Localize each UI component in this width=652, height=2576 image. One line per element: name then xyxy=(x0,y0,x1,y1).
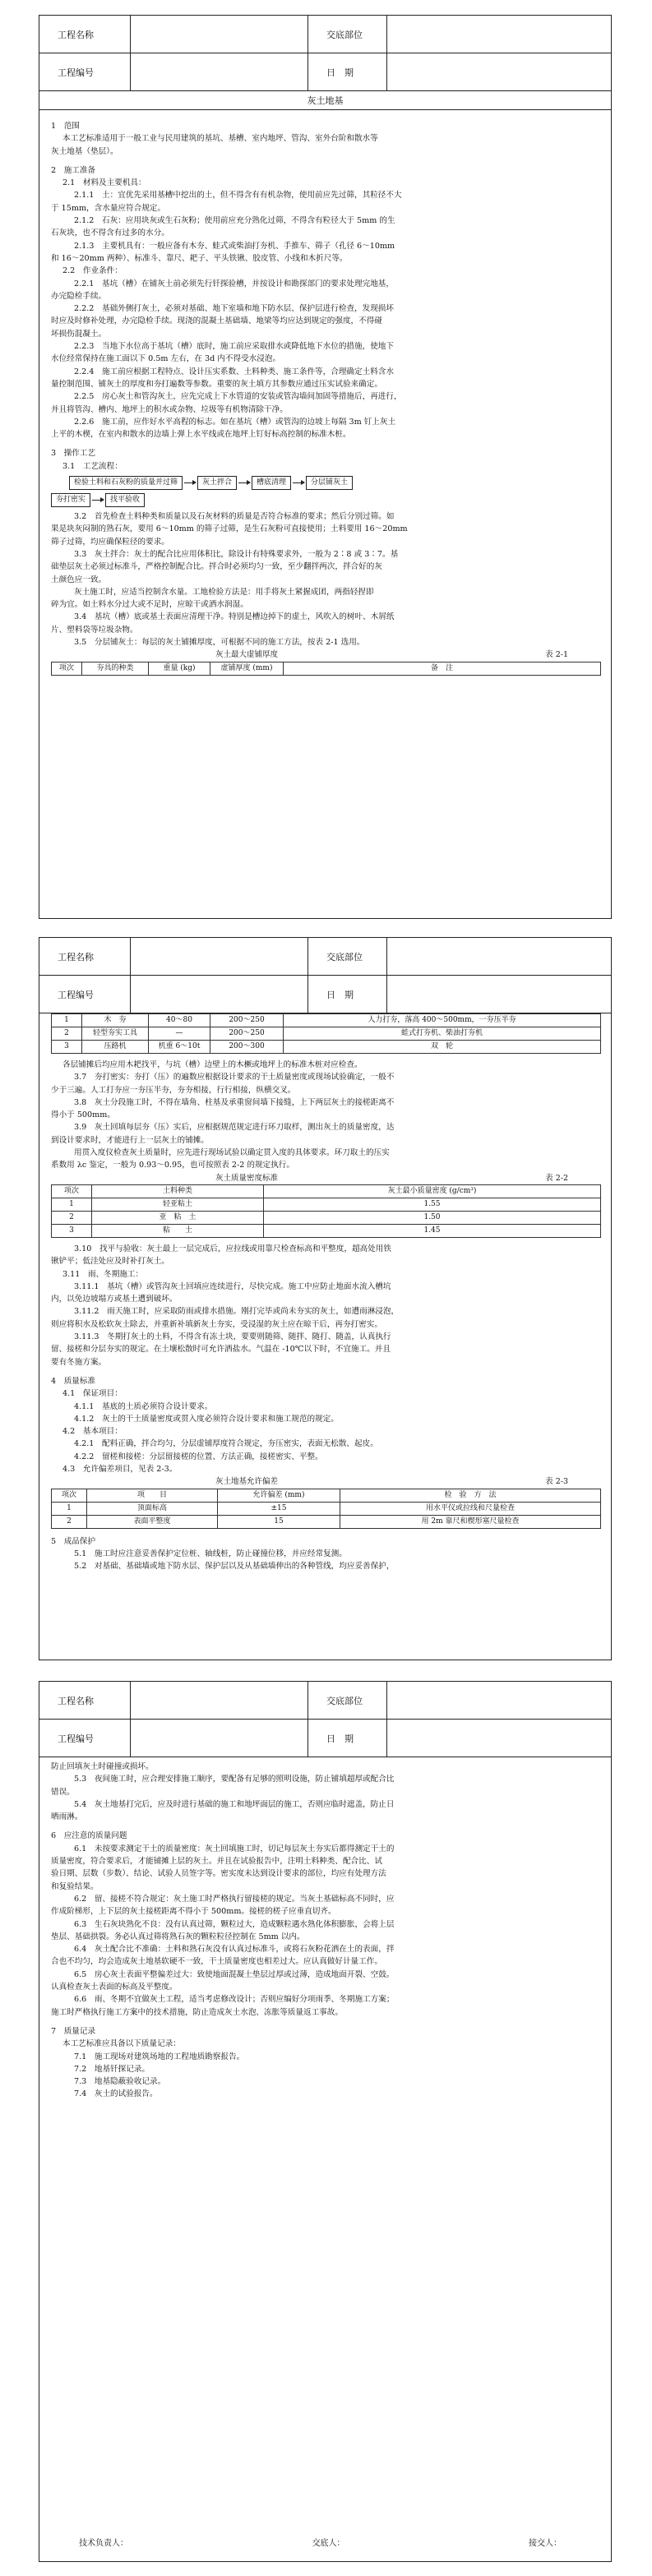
text-line: 2 施工准备 xyxy=(51,165,96,175)
text-line: 筛子过筛，均应确保粒径的要求。 xyxy=(51,537,169,547)
table-cell: 1.45 xyxy=(264,1224,601,1237)
flow-step: 分层铺灰土 xyxy=(306,476,353,490)
table-2-2 xyxy=(51,1184,601,1238)
flow-arrow-icon xyxy=(238,482,250,483)
text-line: 4 质量标准 xyxy=(51,1376,96,1386)
table-header-cell: 检 验 方 法 xyxy=(340,1489,601,1502)
table-header-cell: 项次 xyxy=(52,1489,87,1502)
text-line: 碎为宜。如土料水分过大或不足时，应晾干或洒水润湿。 xyxy=(51,600,248,610)
text-line: 6.1 未按要求测定干土的质量密度：灰土回填施工时，切记每层灰土夯实后都得测定干土的 xyxy=(74,1844,395,1854)
text-line: 到设计要求时，才能进行上一层灰土的铺摊。 xyxy=(51,1135,209,1145)
signature-row xyxy=(39,2536,611,2548)
text-line: 防止回填灰土时碰撞或损坏。 xyxy=(51,1762,154,1771)
table-cell: 压路机 xyxy=(82,1041,149,1054)
text-line: 5.4 灰土地基打完后，应及时进行基础的施工和地坪面层的施工，否则应临时遮盖，防止日 xyxy=(74,1799,395,1809)
table-cell: 200～250 xyxy=(210,1014,284,1027)
table-title: 灰土最大虚铺厚度 xyxy=(215,650,279,660)
text-line: 和 16～20mm 两种）、标准斗、靠尺、耙子、平头铁锹、胶皮管、小线和木折尺等。 xyxy=(51,253,348,263)
project-name-label: 工程名称 xyxy=(39,1682,131,1720)
text-line: 认真检查灰土表面的标高及平整度。 xyxy=(51,1983,178,1992)
body-text xyxy=(39,1757,611,2107)
table-caption xyxy=(51,1475,601,1488)
text-line: 石灰块，也不得含有过多的水分。 xyxy=(51,229,169,238)
text-line: 3.8 灰土分段施工时，不得在墙角、柱基及承重窗间墙下接缝，上下两层灰土的接槎距离不 xyxy=(74,1097,395,1107)
date-label: 日 期 xyxy=(308,976,387,1013)
text-line: 5.2 对基础、基础墙或地下防水层、保护层以及从基础墙伸出的各种管线，均应妥善保护， xyxy=(74,1562,395,1572)
table-cell: 用水平仪或拉线和尺量检查 xyxy=(340,1502,601,1515)
page-1 xyxy=(39,15,612,919)
text-line: 垫层、基础拱裂。务必认真过筛将熟石灰的颗粒粒径控制在 5mm 以内。 xyxy=(51,1932,305,1941)
text-line: 6.5 房心灰土表面平整偏差过大：致使地面混凝土垫层过厚或过薄，造成地面开裂、空鼓。 xyxy=(74,1969,395,1979)
process-flow-row-1 xyxy=(69,476,601,490)
header-grid xyxy=(39,1682,611,1757)
text-line: 4.1 保证项目： xyxy=(62,1389,123,1399)
text-line: 7 质量记录 xyxy=(51,2026,96,2036)
text-line: 3.5 分层铺灰土：每层的灰土铺摊厚度，可根据不同的施工方法，按表 2-1 选用。 xyxy=(74,637,365,647)
table-cell: 200～300 xyxy=(210,1041,284,1054)
project-no-value xyxy=(131,1720,308,1757)
table-caption xyxy=(51,1172,601,1184)
text-line: 1 范围 xyxy=(51,122,80,131)
text-line: 于 15mm，含水量应符合规定。 xyxy=(51,203,165,213)
project-name-label: 工程名称 xyxy=(39,938,131,976)
project-name-value xyxy=(131,16,308,53)
text-line: 3.4 基坑（槽）底或基土表面应清理干净。特别是槽边掉下的虚土，风吹入的树叶、木屑纸 xyxy=(74,612,395,622)
table-cell: 木 夯 xyxy=(82,1014,149,1027)
text-line: 3.3 灰土拌合：灰土的配合比应用体积比，除设计有特殊要求外，一般为 2∶8 或 3∶7。基 xyxy=(74,549,399,559)
text-line: 2.2.3 当地下水位高于基坑（槽）底时，施工前应采取排水或降低地下水位的措施，使地下 xyxy=(74,342,394,352)
text-line: 作成阶梯形，上下层的灰土接槎距离不得小于 500mm。接槎的槎子应垂直切齐。 xyxy=(51,1907,336,1917)
text-line: 3.9 灰土回填每层夯（压）实后，应根据规范规定进行环刀取样，测出灰土的质量密度，达 xyxy=(74,1123,395,1133)
table-caption xyxy=(51,649,601,661)
text-line: 锹铲平；低洼处应及时补打灰土。 xyxy=(51,1257,169,1267)
text-line: 2.2.4 施工前应根据工程特点、设计压实系数、土料种类、施工条件等，合理确定土料含水 xyxy=(74,367,394,376)
text-line: 3.7 夯打密实：夯打（压）的遍数应根据设计要求的干土质量密度或现场试验确定，一般不 xyxy=(74,1073,395,1083)
text-line: 灰土地基（垫层）。 xyxy=(51,146,118,156)
text-line: 2.1.3 主要机具有：一般应备有木夯、蛙式或柴油打夯机、手推车、筛子（孔径 6～10mm xyxy=(74,241,395,251)
table-header-cell: 夯具的种类 xyxy=(82,662,149,675)
text-line: 5 成品保护 xyxy=(51,1536,96,1546)
page-2 xyxy=(39,937,612,1660)
flow-step: 灰土拌合 xyxy=(197,476,237,490)
text-line: 2.2.2 基础外侧打灰土，必须对基础、地下室墙和地下防水层、保护层进行检查，发现损坏 xyxy=(74,304,394,314)
text-line: 验日期、层数（步数）、结论、试验人员签字等。密实度未达到设计要求的部位，均应有处理方法 xyxy=(51,1869,386,1879)
text-line: 和复验结果。 xyxy=(51,1881,99,1891)
table-title: 灰土地基允许偏差 xyxy=(215,1477,279,1487)
text-line: 内，以免边坡塌方或基土遭到破坏。 xyxy=(51,1295,178,1304)
text-line: 6.2 留、接槎不符合规定：灰土施工时严格执行留接槎的规定。当灰土基础标高不同时，应 xyxy=(74,1894,395,1904)
text-line: 6.4 灰土配合比不准确：土料和熟石灰没有认真过标准斗，或将石灰粉花洒在土的表面，拌 xyxy=(74,1945,395,1955)
text-line: 上平的木楔，在室内和散水的边墙上弹上水平线或在地坪上钉好标高控制的标准木桩。 xyxy=(51,430,351,440)
table-cell: — xyxy=(149,1027,210,1041)
text-line: 4.3 允许偏差项目，见表 2-3。 xyxy=(62,1465,178,1475)
table-header-cell: 虚铺厚度 (mm) xyxy=(210,662,284,675)
text-line: 4.2 基本项目： xyxy=(62,1427,123,1437)
text-line: 系数用 λc 鉴定，一般为 0.93～0.95，也可按照表 2-2 的规定执行。 xyxy=(51,1161,294,1170)
table-cell: 2 xyxy=(52,1027,82,1041)
section-lines xyxy=(51,510,601,649)
table-number: 表 2-2 xyxy=(545,1173,568,1183)
section-lines xyxy=(51,1243,601,1475)
table-cell: 1 xyxy=(52,1198,92,1211)
text-line: 2.2.5 房心灰土和管沟灰土，应先完成上下水管道的安装或管沟墙间加固等措施后，再进行， xyxy=(74,392,402,402)
text-line: 6 应注意的质量问题 xyxy=(51,1831,127,1841)
text-line: 3 操作工艺 xyxy=(51,449,96,459)
text-line: 晒雨淋。 xyxy=(51,1812,83,1822)
body-text xyxy=(39,1013,611,1580)
table-2-1-body xyxy=(51,1013,601,1054)
tech-lead-label: 技术负责人： xyxy=(79,2539,128,2548)
flow-arrow-icon xyxy=(92,500,104,501)
text-line: 2.1.2 石灰：应用块灰或生石灰粉；使用前应充分熟化过筛，不得含有粒径大于 5mm 的生 xyxy=(74,216,395,226)
text-line: 5.3 夜间施工时，应合理安排施工顺序，要配备有足够的照明设施，防止铺填超厚或配合比 xyxy=(74,1775,395,1784)
project-no-label: 工程编号 xyxy=(39,976,131,1013)
text-line: 本工艺标准适用于一般工业与民用建筑的基坑、基槽、室内地坪、管沟、室外台阶和散水等 xyxy=(62,134,378,144)
table-row xyxy=(52,1515,601,1528)
table-header-row xyxy=(52,1184,601,1198)
text-line: 合也不均匀，均会造成灰土地基软硬不一致，干土质量密度也相差过大。应认真做好计量工作。 xyxy=(51,1957,382,1967)
date-label: 日 期 xyxy=(308,1720,387,1757)
table-cell: 1 xyxy=(52,1502,87,1515)
text-line: 6.6 雨、冬期不宜做灰土工程，适当考虑修改设计；否则应编好分项雨季、冬期施工方案； xyxy=(74,1995,395,2005)
table-cell: 3 xyxy=(52,1041,82,1054)
text-line: 灰土施工时，应适当控制含水量。工地检验方法是：用手将灰土紧握成团，两指轻捏即 xyxy=(74,587,374,597)
disclosure-part-label: 交底部位 xyxy=(308,938,387,976)
disclosure-part-label: 交底部位 xyxy=(308,16,387,53)
text-line: 错误。 xyxy=(51,1787,75,1797)
text-line: 2.2.1 基坑（槽）在铺灰土前必须先行钎探验槽，并按设计和勘探部门的要求处理完地基， xyxy=(74,279,394,289)
date-label: 日 期 xyxy=(308,53,387,91)
disclosure-part-value xyxy=(387,1682,611,1720)
text-line: 片、塑料袋等垃圾杂物。 xyxy=(51,625,138,635)
table-cell: 200～250 xyxy=(210,1027,284,1041)
text-line: 4.2.1 配料正确，拌合均匀，分层虚铺厚度符合规定，夯压密实，表面无松散、起皮。 xyxy=(74,1439,378,1449)
text-line: 本工艺标准应具备以下质量记录： xyxy=(62,2039,181,2049)
text-line: 2.1 材料及主要机具： xyxy=(62,178,146,188)
text-line: 7.1 施工现场对建筑场地的工程地质勘察报告。 xyxy=(74,2052,245,2061)
text-line: 3.10 找平与验收：灰土最上一层完成后，应拉线或用靠尺检查标高和平整度，超高处用铁 xyxy=(74,1244,391,1253)
header-grid xyxy=(39,16,611,91)
text-line: 2.2 作业条件： xyxy=(62,266,123,276)
table-cell: 双 轮 xyxy=(284,1041,601,1054)
text-line: 7.3 地基隐蔽验收记录。 xyxy=(74,2077,166,2087)
text-line: 留、接槎和分层夯实的规定。在土壤松散时可允许洒盐水。气温在 -10℃以下时，不宜施工。并且 xyxy=(51,1345,391,1355)
table-header-cell: 灰土最小质量密度 (g/cm³) xyxy=(264,1184,601,1198)
disclosure-part-value xyxy=(387,938,611,976)
table-cell: 用 2m 靠尺和楔形塞尺量检查 xyxy=(340,1515,601,1528)
table-cell: 40～80 xyxy=(149,1014,210,1027)
text-line: 7.2 地基钎探记录。 xyxy=(74,2064,150,2074)
project-no-value xyxy=(131,53,308,91)
text-line: 得小于 500mm。 xyxy=(51,1110,115,1120)
text-line: 础垫层灰土必须过标准斗，严格控制配合比。拌合时必须均匀一致，至少翻拌两次，拌合好的灰 xyxy=(51,562,382,572)
project-name-label: 工程名称 xyxy=(39,16,131,53)
table-cell: 亚 粘 土 xyxy=(92,1211,264,1224)
table-cell: 轻亚粘土 xyxy=(92,1198,264,1211)
flow-step: 检验土料和石灰粉的质量并过筛 xyxy=(69,476,183,490)
text-line: 3.2 首先检查土料种类和质量以及石灰材料的质量是否符合标准的要求；然后分别过筛。如 xyxy=(74,512,395,522)
section-lines xyxy=(51,1059,601,1172)
table-cell: 15 xyxy=(218,1515,340,1528)
table-header-cell: 项次 xyxy=(52,662,82,675)
project-name-value xyxy=(131,938,308,976)
text-line: 3.11.3 冬期打灰土的土料，不得含有冻土块，要要则随筛、随拌、随打、随盖，认真执行 xyxy=(74,1332,391,1342)
process-flow-row-2 xyxy=(51,493,601,507)
text-line: 3.11.2 雨天施工时，应采取防雨或排水措施。刚打完毕或尚未夯实的灰土，如遭雨淋浸泡， xyxy=(74,1307,400,1317)
project-name-value xyxy=(131,1682,308,1720)
text-line: 3.1 工艺流程： xyxy=(62,461,123,471)
body-text xyxy=(39,110,611,682)
flow-step: 找平验收 xyxy=(105,493,145,507)
doc-title: 灰土地基 xyxy=(39,91,611,110)
table-cell: 机重 6～10t xyxy=(149,1041,210,1054)
text-line: 质量密度，符合要求后，才能铺摊上层的灰土。并且在试验报告中，注明土料种类、配合比、试 xyxy=(51,1857,382,1867)
text-line: 3.11 雨、冬期施工： xyxy=(62,1269,144,1279)
text-line: 并且将管沟、槽内、地坪上的积水或杂物、垃圾等有机物清除干净。 xyxy=(51,404,288,414)
text-line: 2.1.1 土：宜优先采用基槽中挖出的土，但不得含有有机杂物，使用前应先过筛，其粒径不大 xyxy=(74,191,402,201)
date-value xyxy=(387,53,611,91)
section-lines xyxy=(51,120,601,473)
text-line: 施工时严格执行施工方案中的技术措施，防止造成灰土水泡、冻胀等质量返工事故。 xyxy=(51,2007,343,2017)
text-line: 则应将积水及松软灰土除去，并重新补填新灰土夯实，受浸湿的灰土应在晾干后，再夯打密实。 xyxy=(51,1319,382,1329)
table-cell: 粘 土 xyxy=(92,1224,264,1237)
text-line: 各层铺摊后均应用木耙找平，与坑（槽）边壁上的木橛或地坪上的标准木桩对应检查。 xyxy=(62,1060,363,1069)
flow-arrow-icon xyxy=(184,482,196,483)
table-title: 灰土质量密度标准 xyxy=(215,1173,279,1183)
text-line: 6.3 生石灰块熟化不良：没有认真过筛，颗粒过大，造成颗粒遇水熟化体积膨胀，会将上层 xyxy=(74,1919,395,1929)
table-header-cell: 备 注 xyxy=(284,662,601,675)
header-grid xyxy=(39,938,611,1013)
table-row xyxy=(52,1014,601,1027)
date-value xyxy=(387,976,611,1013)
section-lines xyxy=(51,1761,601,2101)
table-row xyxy=(52,1224,601,1237)
flow-step: 槽底清理 xyxy=(252,476,291,490)
table-row xyxy=(52,1041,601,1054)
table-header-cell: 项次 xyxy=(52,1184,92,1198)
table-row xyxy=(52,1027,601,1041)
text-line: 要有冬施方案。 xyxy=(51,1357,107,1367)
page-3 xyxy=(39,1681,612,2562)
project-no-label: 工程编号 xyxy=(39,1720,131,1757)
table-cell: 顶面标高 xyxy=(87,1502,218,1515)
table-cell: 1.50 xyxy=(264,1211,601,1224)
text-line: 坏损伤混凝土。 xyxy=(51,329,107,339)
table-cell: 2 xyxy=(52,1211,92,1224)
text-line: 办完隐检手续。 xyxy=(51,291,107,301)
text-line: 少于三遍。人工打夯应一夯压半夯，夯夯相接，行行相接，纵横交叉。 xyxy=(51,1085,296,1095)
text-line: 水位经常保持在施工面以下 0.5m 左右，在 3d 内不得受水浸泡。 xyxy=(51,354,281,364)
section-lines xyxy=(51,1535,601,1573)
project-no-value xyxy=(131,976,308,1013)
text-line: 用贯入度仪检查灰土质量时，应先进行现场试验以确定贯入度的具体要求。环刀取土的压实 xyxy=(74,1148,390,1158)
text-line: 量控制范围、铺灰土的厚度和夯打遍数等参数。重要的灰土填方其参数应通过压实试验来确定。 xyxy=(51,379,382,389)
text-line: 3.11.1 基坑（槽）或管沟灰土回填应连续进行，尽快完成。施工中应防止地面水流入槽坑 xyxy=(74,1281,391,1291)
table-number: 表 2-3 xyxy=(545,1477,568,1487)
table-row xyxy=(52,1211,601,1224)
flow-arrow-icon xyxy=(293,482,304,483)
text-line: 2.2.6 施工前，应作好水平高程的标志。如在基坑（槽）或管沟的边坡上每隔 3m 钉上灰土 xyxy=(74,417,396,427)
table-header-row xyxy=(52,1489,601,1502)
table-row xyxy=(52,1198,601,1211)
table-cell: ±15 xyxy=(218,1502,340,1515)
table-cell: 蛙式打夯机、柴油打夯机 xyxy=(284,1027,601,1041)
text-line: 4.1.1 基底的土质必须符合设计要求。 xyxy=(74,1401,213,1411)
table-cell: 人力打夯，落高 400～500mm，一夯压半夯 xyxy=(284,1014,601,1027)
date-value xyxy=(387,1720,611,1757)
table-header-cell: 允许偏差 (mm) xyxy=(218,1489,340,1502)
disclosure-part-value xyxy=(387,16,611,53)
table-cell: 2 xyxy=(52,1515,87,1528)
table-2-1-header xyxy=(51,662,601,676)
table-header-cell: 项 目 xyxy=(87,1489,218,1502)
table-cell: 3 xyxy=(52,1224,92,1237)
table-header-cell: 土料种类 xyxy=(92,1184,264,1198)
text-line: 5.1 施工时应注意妥善保护定位桩、轴线桩，防止碰撞位移，并应经常复测。 xyxy=(74,1549,347,1558)
table-row xyxy=(52,1502,601,1515)
text-line: 7.4 灰土的试验报告。 xyxy=(74,2089,158,2099)
disclosure-part-label: 交底部位 xyxy=(308,1682,387,1720)
text-line: 果是块灰闷制的熟石灰，要用 6～10mm 的筛子过筛，是生石灰粉可直接使用；土料要用 16～20mm xyxy=(51,524,408,534)
table-2-3 xyxy=(51,1489,601,1529)
receiver-label: 接交人： xyxy=(529,2539,562,2548)
discloser-label: 交底人： xyxy=(312,2539,345,2548)
flow-step: 夯打密实 xyxy=(51,493,90,507)
project-no-label: 工程编号 xyxy=(39,53,131,91)
text-line: 4.2.2 留槎和接槎：分层留接槎的位置、方法正确，接槎密实、平整。 xyxy=(74,1452,323,1461)
table-number: 表 2-1 xyxy=(545,650,568,660)
table-cell: 1 xyxy=(52,1014,82,1027)
table-header-cell: 重量 (kg) xyxy=(149,662,210,675)
table-cell: 1.55 xyxy=(264,1198,601,1211)
table-cell: 表面平整度 xyxy=(87,1515,218,1528)
text-line: 土颜色应一致。 xyxy=(51,575,107,584)
text-line: 时应及时修补处理，办完隐检手续。现浇的混凝土基础墙、地梁等均应达到规定的强度，不得碰 xyxy=(51,316,382,326)
table-cell: 轻型夯实工具 xyxy=(82,1027,149,1041)
text-line: 4.1.2 灰土的干土质量密度或贯入度必须符合设计要求和施工规范的规定。 xyxy=(74,1414,339,1424)
